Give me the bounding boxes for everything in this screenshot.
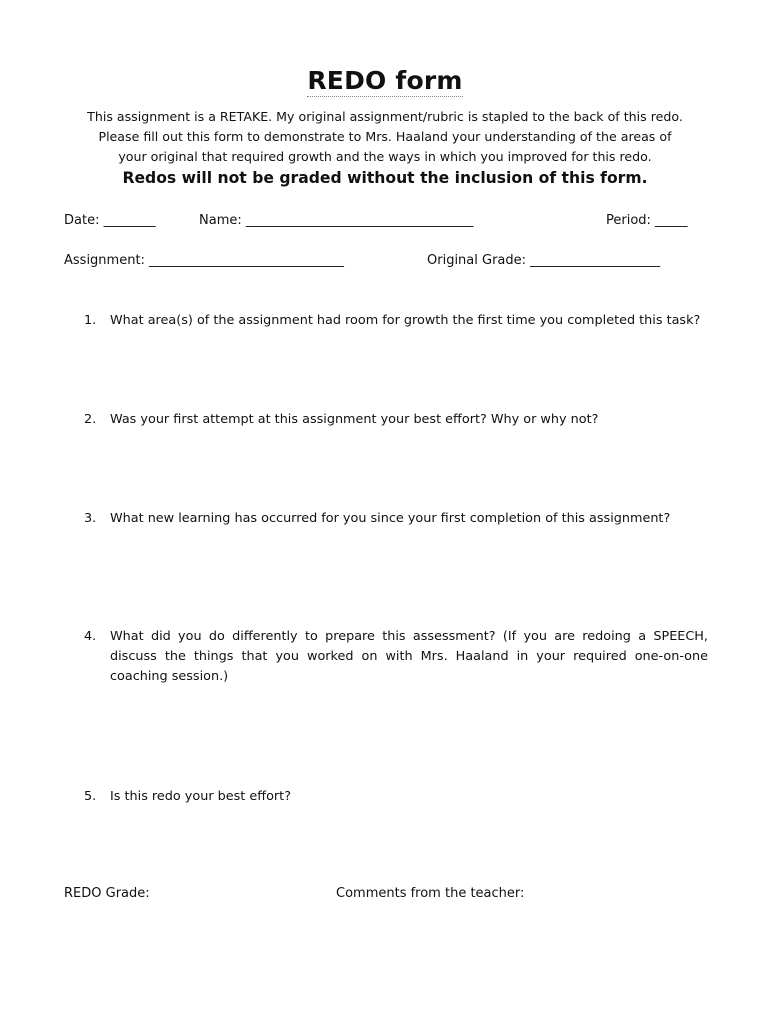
period-field[interactable]: Period: _____ — [606, 213, 688, 228]
question-2-number: 2. — [84, 412, 97, 427]
question-4-text: What did you do differently to prepare this assessment? (If you are redoing a SPEECH, discuss the things that you worked on with Mrs. Haaland in your required one-on-one coaching session.) — [110, 629, 708, 684]
date-field[interactable]: Date: ________ — [64, 213, 156, 228]
question-1-number: 1. — [84, 313, 97, 328]
original-grade-field[interactable]: Original Grade: ____________________ — [427, 253, 661, 268]
grading-notice: Redos will not be graded without the inclusion of this form. — [122, 169, 648, 187]
question-1-text: What area(s) of the assignment had room for growth the first time you completed this task? — [110, 313, 701, 328]
intro-paragraph — [60, 107, 710, 167]
name-field[interactable]: Name: ___________________________________ — [199, 213, 474, 228]
question-5-number: 5. — [84, 789, 97, 804]
redo-grade-label: REDO Grade: — [64, 886, 150, 901]
question-3-number: 3. — [84, 511, 97, 526]
question-2-text: Was your first attempt at this assignment your best effort? Why or why not? — [110, 412, 599, 427]
intro-line-1: This assignment is a RETAKE. My original assignment/rubric is stapled to the back of this redo. — [87, 109, 683, 124]
form-title — [0, 66, 770, 95]
form-title-text: REDO form — [307, 66, 463, 95]
assignment-field[interactable]: Assignment: ______________________________ — [64, 253, 345, 268]
teacher-comments-label: Comments from the teacher: — [336, 886, 525, 901]
question-3-text: What new learning has occurred for you since your first completion of this assignment? — [110, 511, 671, 526]
question-4-number: 4. — [84, 629, 97, 644]
intro-line-2: Please fill out this form to demonstrate to Mrs. Haaland your understanding of the areas of — [98, 129, 672, 144]
question-5-text: Is this redo your best effort? — [110, 789, 291, 804]
intro-line-3: your original that required growth and the ways in which you improved for this redo. — [118, 149, 652, 164]
